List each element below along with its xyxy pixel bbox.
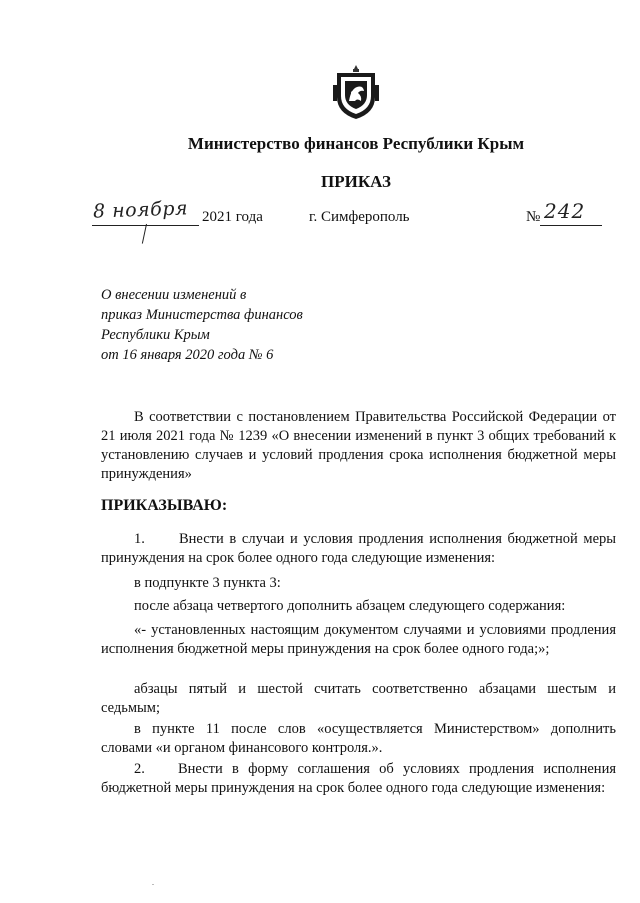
city-text: г. Симферополь xyxy=(309,209,410,225)
handwritten-date: 8 ноября xyxy=(92,197,189,223)
item-1 xyxy=(101,530,616,568)
scan-speck xyxy=(152,884,154,885)
crimea-coat-of-arms-icon xyxy=(331,63,381,120)
ministry-title: Министерство финансов Республики Крым xyxy=(187,134,525,153)
subject-line: от 16 января 2020 года № 6 xyxy=(101,347,274,363)
number-sign: № xyxy=(526,209,541,225)
subitem-paragraph: в подпункте 3 пункта 3: xyxy=(134,575,281,591)
order-word: ПРИКАЗЫВАЮ: xyxy=(101,497,228,514)
signature-stroke xyxy=(142,224,147,244)
subitem-paragraph: после абзаца четвертого дополнить абзацем следующего содержания: xyxy=(134,598,566,614)
number-underline xyxy=(540,225,602,226)
year-text: 2021 года xyxy=(202,209,263,225)
subject-line: Республики Крым xyxy=(101,327,210,343)
subitem-paragraph: «- установленных настоящим документом случаями и условиями продления исполнения бюджетной меры принуждения на срок более одного года;»; xyxy=(101,622,616,657)
order-subject xyxy=(101,285,361,365)
item-text: Внести в форму соглашения об условиях продления исполнения бюджетной меры принуждения на срок более одного года следующие изменения: xyxy=(101,761,616,796)
item-text: Внести в случаи и условия продления исполнения бюджетной меры принуждения на срок более одного года следующие изменения: xyxy=(101,531,616,566)
subitem-paragraph: в пункте 11 после слов «осуществляется Министерством» дополнить словами «и органом финансового контроля.». xyxy=(101,721,616,756)
subject-line: О внесении изменений в xyxy=(101,287,247,303)
basis-paragraph: В соответствии с постановлением Правительства Российской Федерации от 21 июля 2021 года № 1239 «О внесении изменений в пункт 3 общих требований к установлению случаев и условий продления срока исполнения бюджетной меры принуждения» xyxy=(101,409,616,482)
document-type-title: ПРИКАЗ xyxy=(321,172,391,191)
subitem-paragraph: абзацы пятый и шестой считать соответственно абзацами шестым и седьмым; xyxy=(101,681,616,716)
subject-line: приказ Министерства финансов xyxy=(101,307,303,323)
item-number: 2. xyxy=(134,761,145,777)
item-2 xyxy=(101,760,616,798)
handwritten-number: 242 xyxy=(544,199,586,223)
item-number: 1. xyxy=(134,531,145,547)
